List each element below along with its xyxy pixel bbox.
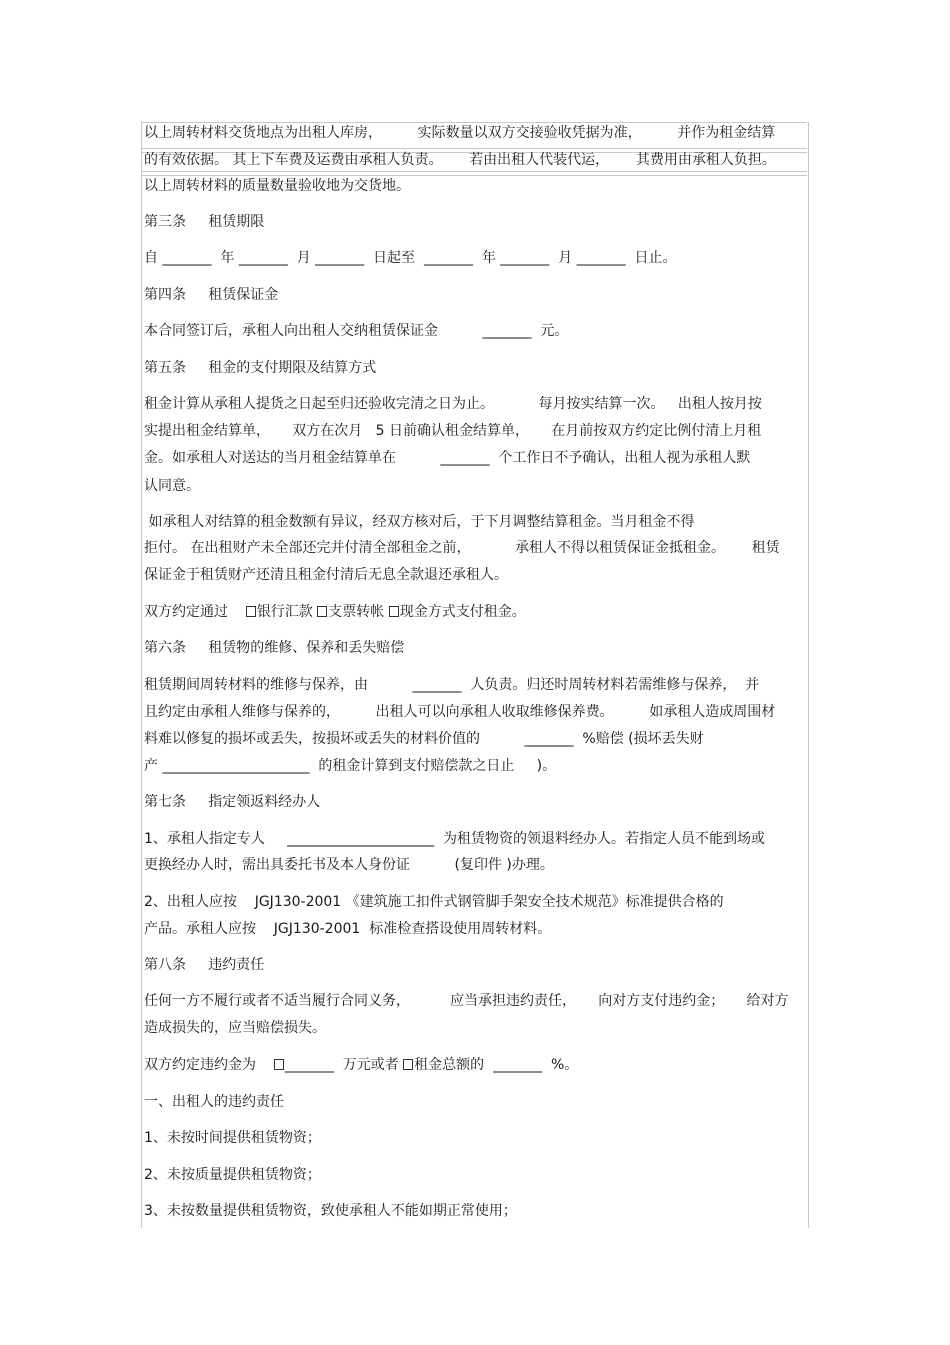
text-line: 的有效依据。 其上下车费及运费由承租人负责。 若由出租人代装代运， 其费用由承租人负担。	[144, 152, 776, 168]
checkbox-icon[interactable]	[274, 1059, 284, 1070]
table-rule	[141, 171, 807, 172]
article-heading: 第六条 租赁物的维修、保养和丢失赔偿	[144, 640, 405, 656]
list-item: 2、未按质量提供租赁物资；	[144, 1167, 321, 1183]
text-line: 且约定由承租人维修与保养的， 出租人可以向承租人收取维修保养费。 如承租人造成周围材	[144, 704, 776, 720]
text-line: 拒付。 在出租财产未全部还完并付清全部租金之前， 承租人不得以租赁保证金抵租金。 租赁	[144, 540, 780, 556]
text-line: 如承租人对结算的租金数额有异议，经双方核对后，于下月调整结算租金。当月租金不得	[144, 514, 695, 530]
text-line: 双方约定通过	[144, 604, 246, 620]
list-item: 1、未按时间提供租赁物资；	[144, 1130, 321, 1146]
text-line: 2、出租人应按 JGJ130-2001 《建筑施工扣件式钢管脚手架安全技术规范》标准提供合格的	[144, 894, 724, 910]
table-rule	[141, 175, 807, 176]
table-rule	[141, 148, 807, 149]
text-line: 本合同签订后，承租人向出租人交纳租赁保证金 _______ 元。	[144, 323, 569, 339]
section-heading: 一、出租人的违约责任	[144, 1094, 284, 1110]
penalty-option: _______ 万元或者	[284, 1057, 404, 1073]
checkbox-icon[interactable]	[246, 606, 256, 617]
text-line: 以上周转材料交货地点为出租人库房， 实际数量以双方交接验收凭据为准， 并作为租金结算	[144, 125, 776, 141]
payment-option: 现金方式支付租金。	[399, 604, 526, 620]
text-line: 料难以修复的损坏或丢失，按损坏或丢失的材料价值的 _______ %赔偿 (损坏丢失财	[144, 731, 704, 747]
checkbox-icon[interactable]	[403, 1059, 413, 1070]
text-line: 1、承租人指定专人 _____________________ 为租赁物资的领退料经办人。若指定人员不能到场或	[144, 831, 766, 847]
text-line: 租赁期间周转材料的维修与保养，由 _______ 人负责。归还时周转材料若需维修与保养， 并	[144, 677, 760, 693]
payment-option: 支票转帐	[328, 604, 389, 620]
checkbox-icon[interactable]	[389, 606, 399, 617]
text-line: 金。如承租人对送达的当月租金结算单在 _______ 个工作日不予确认，出租人视为承租人默	[144, 450, 751, 466]
text-line: 造成损失的，应当赔偿损失。	[144, 1020, 326, 1036]
payment-method-line	[144, 603, 526, 621]
text-line: 产品。承租人应按 JGJ130-2001 标准检查搭设使用周转材料。	[144, 921, 552, 937]
text-line: 认同意。	[144, 478, 200, 494]
text-line: 任何一方不履行或者不适当履行合同义务， 应当承担违约责任， 向对方支付违约金； 给对方	[144, 993, 789, 1009]
text-line: 双方约定违约金为	[144, 1057, 274, 1073]
article-heading: 第三条 租赁期限	[144, 214, 265, 230]
text-line: 保证金于租赁财产还清且租金付清后无息全款退还承租人。	[144, 567, 508, 583]
penalty-line	[144, 1056, 578, 1074]
article-heading: 第五条 租金的支付期限及结算方式	[144, 360, 377, 376]
checkbox-icon[interactable]	[317, 606, 327, 617]
payment-option: 银行汇款	[256, 604, 318, 620]
text-line: 租金计算从承租人提货之日起至归还验收完清之日为止。 每月按实结算一次。 出租人按月按	[144, 396, 762, 412]
text-line: 实提出租金结算单， 双方在次月 5 日前确认租金结算单， 在月前按双方约定比例付清上月租	[144, 423, 762, 439]
list-item: 3、未按数量提供租赁物资，致使承租人不能如期正常使用；	[144, 1203, 517, 1219]
text-line: 自 _______ 年 _______ 月 _______ 日起至 _______ 年 _______ 月 _______ 日止。	[144, 250, 677, 266]
penalty-option: 租金总额的 _______ %。	[414, 1057, 579, 1073]
table-rule	[141, 122, 807, 123]
article-heading: 第四条 租赁保证金	[144, 287, 279, 303]
article-heading: 第七条 指定领返料经办人	[144, 794, 321, 810]
text-line: 更换经办人时，需出具委托书及本人身份证 (复印件 )办理。	[144, 857, 554, 873]
text-line: 产 _____________________ 的租金计算到支付赔偿款之日止 )。	[144, 758, 557, 774]
text-line: 以上周转材料的质量数量验收地为交货地。	[144, 178, 410, 194]
article-heading: 第八条 违约责任	[144, 957, 265, 973]
